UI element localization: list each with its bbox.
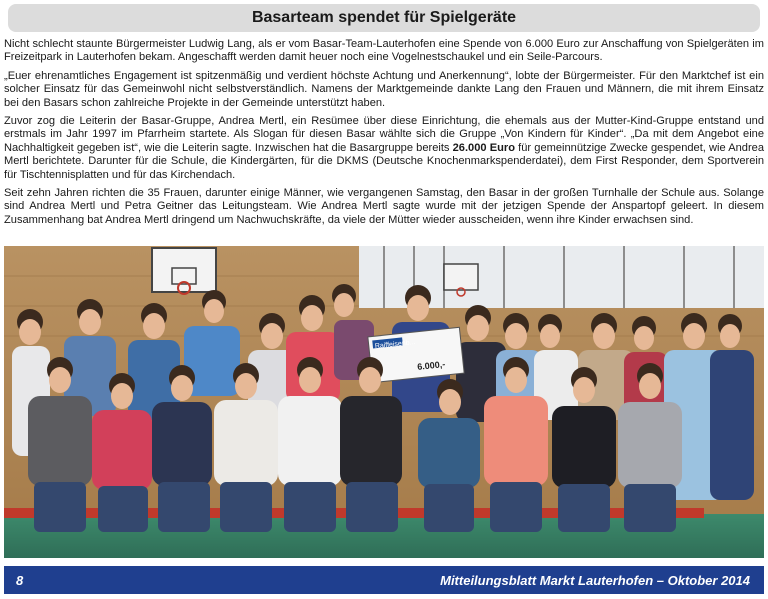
paragraph-3: [4, 115, 764, 182]
paragraph-4: Seit zehn Jahren richten die 35 Frauen, darunter einige Männer, wie vergangenen Samstag, den Basar in der großen Turnhalle der Schule aus. Solange sind Andrea Mertl und Petra Geitner das Leitungsteam. Wie Andrea Mertl sagte wurde mit der jetzigen Spende der Anspartopf geleert. In diesem Zusammenhang bat Andrea Mertl dringend um Nachwuchskräfte, da viele der Mütter wieder ausscheiden, wenn ihre Kinder erwachsen sind.: [4, 187, 764, 226]
article-body: [4, 38, 764, 232]
paragraph-3-start: Zuvor zog die Leiterin der Basar-Gruppe, Andrea Mertl, ein Resümee über diese Einrichtung, die ehemals aus der Mutter-Kind-Gruppe entstand und erstmals im Jahr 1997 im Pfarrheim startete. Als Slogan für diesen Basar wählte sich die Gruppe „Von Kindern für Kinder“. „Da mit dem Angebot eine Nachhaltigkeit gegeben ist“, wie die Leiterin sagte. Inzwischen hat die Basargruppe bereits: [4, 115, 764, 154]
check-bank-name: Raiffeisenb...: [374, 339, 416, 351]
publication-info: Mitteilungsblatt Markt Lauterhofen – Oktober 2014: [440, 572, 750, 588]
article-headline: Basarteam spendet für Spielgeräte: [8, 4, 760, 32]
paragraph-3-end: für gemeinnützige Zwecke gespendet, wie Andrea Mertl berichtete. Darunter für die Schule, die Kindergärten, für die DKMS (Deutsche Knochenmarkspenderdatei), dem First Responder, dem Sportverein für Tischtennisplatten und für das Kirchendach.: [4, 141, 765, 181]
page-footer: [4, 566, 764, 594]
paragraph-1: Nicht schlecht staunte Bürgermeister Ludwig Lang, als er vom Basar-Team-Lauterhofen eine Spende von 6.000 Euro zur Anschaffung von Spielgeräten im Freizeitpark in Lauterhofen bekam. Angeschafft werden damit heuer noch eine Vogelnestschaukel und ein Seile-Parcours.: [4, 38, 764, 64]
group-photo: [4, 246, 764, 558]
page-number: 8: [16, 572, 24, 588]
check-amount: 6.000,-: [416, 359, 446, 372]
donation-check: [368, 327, 464, 382]
paragraph-2: „Euer ehrenamtliches Engagement ist spitzenmäßig und verdient höchste Achtung und Anerkennung“, lobte der Bürgermeister. Für den Marktchef ist ein solcher Einsatz für das Gemeinwohl nicht selbstverständlich. Namens der Marktgemeinde dankte Lang den Frauen und Männern, die mit ihrem Einsatz bei den Basars schon zahlreiche Projekte in der Gemeinde unterstützt haben.: [4, 69, 764, 109]
donation-total: 26.000 Euro: [452, 141, 516, 154]
